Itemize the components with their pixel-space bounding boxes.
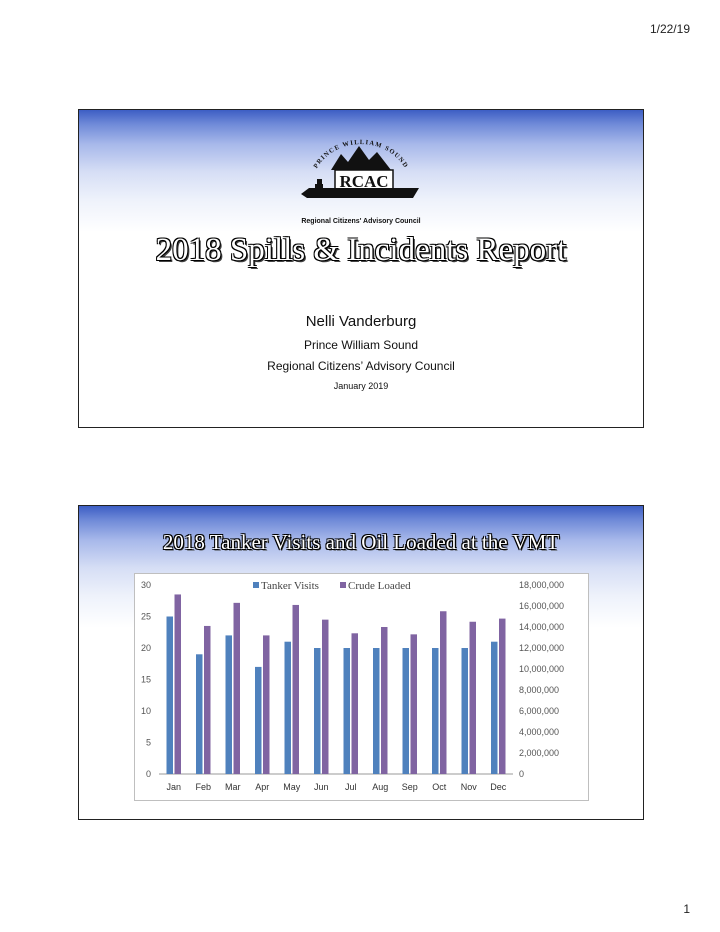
bar-crude-loaded <box>352 633 359 774</box>
bar-crude-loaded <box>499 619 506 774</box>
bar-tanker-visits <box>344 648 351 774</box>
y-left-tick-label: 20 <box>140 643 151 653</box>
bar-crude-loaded <box>381 627 388 774</box>
bar-tanker-visits <box>373 648 380 774</box>
y-left-tick-label: 0 <box>145 769 151 779</box>
bar-tanker-visits <box>491 642 498 774</box>
x-tick-label: Mar <box>225 782 241 792</box>
svg-text:RCAC: RCAC <box>339 172 389 191</box>
bar-tanker-visits <box>285 642 292 774</box>
y-left-tick-label: 15 <box>140 674 151 685</box>
y-right-tick-label: 10,000,000 <box>519 664 565 674</box>
y-right-tick-label: 6,000,000 <box>519 706 560 716</box>
bar-crude-loaded <box>322 620 329 774</box>
slide-title: 2018 Spills & Incidents Report <box>155 232 567 268</box>
presenter-name: Nelli Vanderburg <box>305 313 417 330</box>
bar-tanker-visits <box>403 648 410 774</box>
x-tick-label: Jun <box>313 782 329 792</box>
legend-label: Crude Loaded <box>348 580 411 592</box>
org-line-1: Prince William Sound <box>303 338 419 352</box>
title-slide <box>78 109 644 428</box>
y-left-tick-label: 10 <box>140 706 151 716</box>
svg-text:PRINCE WILLIAM SOUND: PRINCE WILLIAM SOUND <box>312 138 410 170</box>
x-tick-label: Dec <box>490 782 507 792</box>
bar-crude-loaded <box>175 594 182 774</box>
page-date: 1/22/19 <box>649 22 690 36</box>
y-left-tick-label: 30 <box>140 580 151 590</box>
y-right-tick-label: 8,000,000 <box>519 685 560 695</box>
y-right-tick-label: 12,000,000 <box>519 643 565 653</box>
logo-caption: Regional Citizens' Advisory Council <box>301 218 421 225</box>
y-right-tick-label: 18,000,000 <box>519 580 565 590</box>
bar-tanker-visits <box>196 654 203 774</box>
bar-crude-loaded <box>263 635 270 774</box>
rcac-logo <box>293 132 428 212</box>
org-line-2: Regional Citizens’ Advisory Council <box>267 359 455 373</box>
x-tick-label: Jul <box>344 782 357 792</box>
legend-label: Tanker Visits <box>261 580 319 592</box>
presentation-date: January 2019 <box>333 381 389 391</box>
y-right-tick-label: 0 <box>519 769 525 779</box>
legend-swatch <box>340 582 346 588</box>
chart-slide <box>78 505 644 820</box>
y-left-tick-label: 25 <box>140 611 151 622</box>
x-tick-label: Apr <box>255 782 270 792</box>
chart-frame <box>134 573 589 801</box>
bar-crude-loaded <box>234 603 241 774</box>
chart-slide-title: 2018 Tanker Visits and Oil Loaded at the VMT <box>162 530 560 554</box>
y-right-tick-label: 2,000,000 <box>519 748 560 758</box>
x-tick-label: Nov <box>460 782 477 792</box>
bar-tanker-visits <box>314 648 321 774</box>
bar-crude-loaded <box>411 634 418 774</box>
y-right-tick-label: 4,000,000 <box>519 727 560 737</box>
bar-tanker-visits <box>462 648 469 774</box>
y-right-tick-label: 16,000,000 <box>519 601 565 611</box>
y-left-tick-label: 5 <box>145 737 151 748</box>
x-tick-label: Jan <box>166 782 182 792</box>
bar-crude-loaded <box>440 611 447 774</box>
bar-crude-loaded <box>293 605 300 774</box>
bar-crude-loaded <box>470 622 477 774</box>
page-number: 1 <box>683 902 690 916</box>
bar-tanker-visits <box>226 635 233 774</box>
x-tick-label: Sep <box>401 782 418 792</box>
legend-swatch <box>253 582 259 588</box>
bar-crude-loaded <box>204 626 211 774</box>
tanker-chart <box>135 574 588 800</box>
bar-tanker-visits <box>255 667 262 774</box>
x-tick-label: Feb <box>195 782 212 792</box>
x-tick-label: May <box>283 782 301 792</box>
bar-tanker-visits <box>432 648 439 774</box>
x-tick-label: Oct <box>432 782 447 792</box>
bar-tanker-visits <box>167 617 174 775</box>
y-right-tick-label: 14,000,000 <box>519 622 565 632</box>
x-tick-label: Aug <box>372 782 389 792</box>
